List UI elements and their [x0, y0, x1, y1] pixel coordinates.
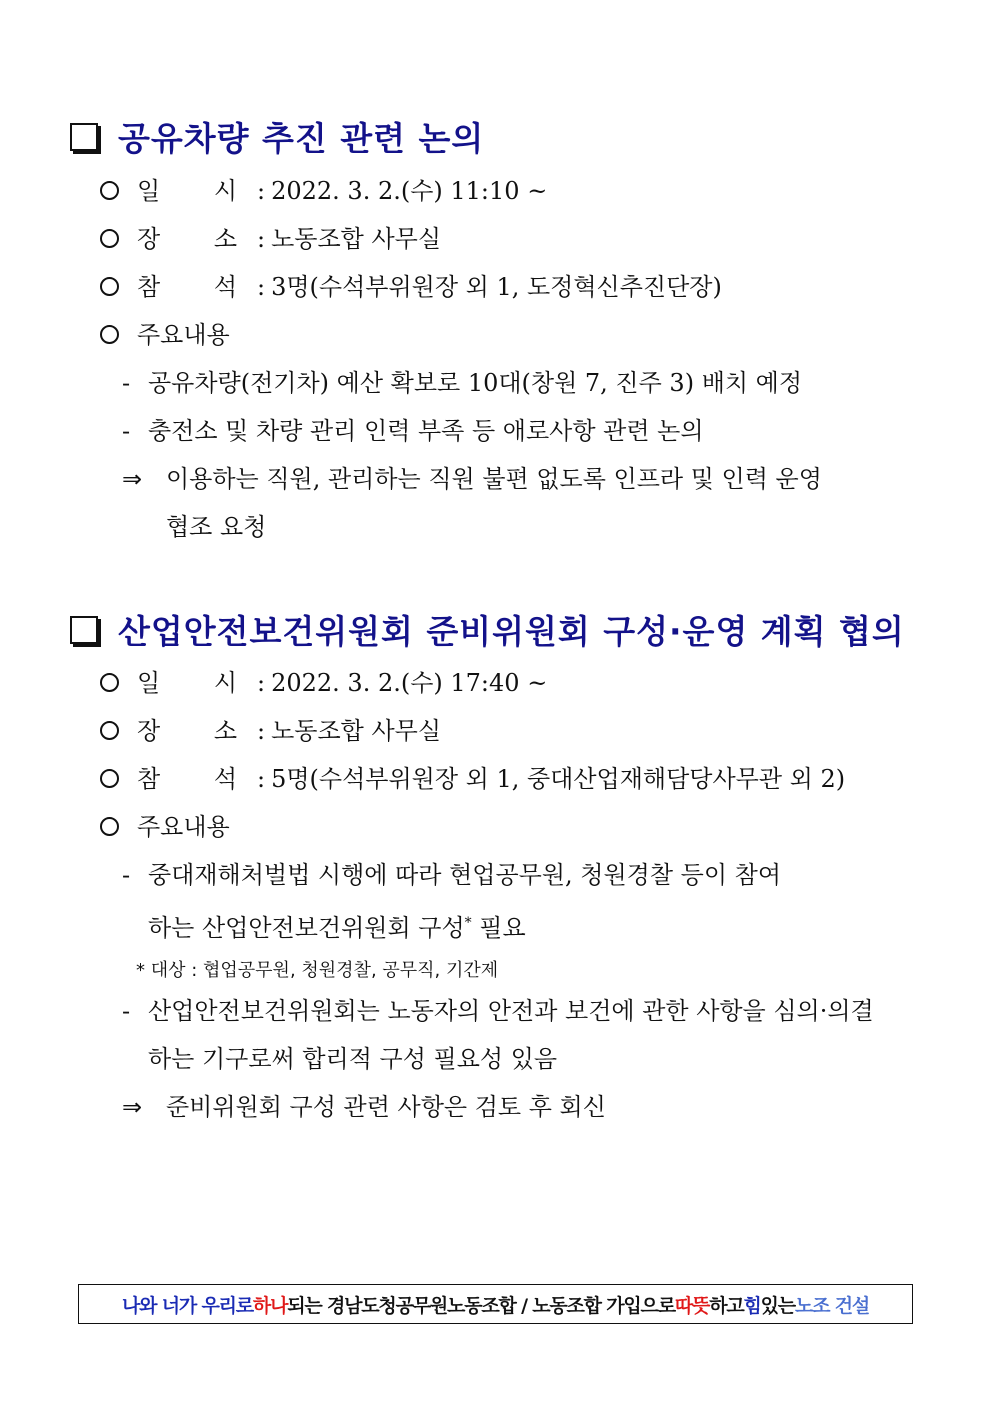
result-text: 준비위원회 구성 관련 사항은 검토 후 회신 — [166, 1093, 606, 1121]
section1-content-row — [100, 320, 230, 350]
section2-footnote: * 대상 : 협업공무원, 청원경찰, 공무직, 기간제 — [136, 960, 499, 981]
slogan-part: 있는 — [760, 1294, 795, 1317]
section2-result — [122, 1092, 606, 1122]
circle-bullet-icon — [100, 325, 119, 344]
checkbox-icon — [70, 123, 98, 151]
section1-title — [70, 113, 484, 160]
date-value: 2022. 3. 2.(수) 17:40 ~ — [271, 669, 548, 697]
section1-bullet2 — [122, 416, 704, 446]
section2-date-row — [100, 668, 547, 698]
content-label: 주요내용 — [137, 813, 230, 841]
content-label: 주요내용 — [137, 321, 230, 349]
footnote-mark: * — [464, 915, 472, 931]
slogan-part: 나와 너가 우리로 — [122, 1294, 253, 1317]
section1-place-row — [100, 224, 441, 254]
circle-bullet-icon — [100, 721, 119, 740]
dash: - — [122, 997, 131, 1025]
colon: : — [257, 717, 266, 745]
checkbox-icon — [70, 616, 98, 644]
result-text: 협조 요청 — [166, 513, 267, 541]
colon: : — [257, 225, 266, 253]
bullet-text: 필요 — [471, 914, 526, 942]
section1-attend-row — [100, 272, 722, 302]
circle-bullet-icon — [100, 181, 119, 200]
section1-date-row — [100, 176, 547, 206]
footer-slogan — [78, 1284, 913, 1324]
section1-bullet1 — [122, 368, 802, 398]
attend-label: 참 석 — [137, 765, 237, 793]
section2-bullet2-cont — [148, 1044, 557, 1074]
date-value: 2022. 3. 2.(수) 11:10 ~ — [271, 177, 548, 205]
date-label: 일 시 — [137, 177, 237, 205]
arrow-icon: ⇒ — [122, 1093, 143, 1121]
bullet-text: 하는 산업안전보건위원회 구성 — [148, 914, 465, 942]
place-value: 노동조합 사무실 — [271, 717, 442, 745]
result-text: 이용하는 직원, 관리하는 직원 불편 없도록 인프라 및 인력 운영 — [166, 465, 822, 493]
attend-value: 5명(수석부위원장 외 1, 중대산업재해담당사무관 외 2) — [271, 765, 846, 793]
circle-bullet-icon — [100, 277, 119, 296]
place-value: 노동조합 사무실 — [271, 225, 442, 253]
bullet-text: 하는 기구로써 합리적 구성 필요성 있음 — [148, 1045, 558, 1073]
dash: - — [122, 369, 131, 397]
section2-bullet1 — [122, 860, 781, 890]
colon: : — [257, 177, 266, 205]
attend-value: 3명(수석부위원장 외 1, 도정혁신추진단장) — [271, 273, 722, 301]
date-label: 일 시 — [137, 669, 237, 697]
colon: : — [257, 669, 266, 697]
place-label: 장 소 — [137, 717, 237, 745]
section1-result-cont — [166, 512, 266, 542]
colon: : — [257, 765, 266, 793]
section2-bullet2 — [122, 996, 874, 1026]
place-label: 장 소 — [137, 225, 237, 253]
circle-bullet-icon — [100, 229, 119, 248]
attend-label: 참 석 — [137, 273, 237, 301]
section2-attend-row — [100, 764, 845, 794]
dash: - — [122, 417, 131, 445]
slogan-part: 되는 경남도청공무원노동조합 / 노동조합 가입으로 — [287, 1294, 675, 1317]
bullet-text: 중대재해처벌법 시행에 따라 현업공무원, 청원경찰 등이 참여 — [148, 861, 782, 889]
slogan-part: 따뜻 — [674, 1294, 710, 1317]
section2-bullet1-cont — [148, 908, 526, 943]
section2-title-text: 산업안전보건위원회 준비위원회 구성·운영 계획 협의 — [118, 612, 905, 651]
section1-title-text: 공유차량 추진 관련 논의 — [118, 119, 485, 158]
bullet-text: 산업안전보건위원회는 노동자의 안전과 보건에 관한 사항을 심의·의결 — [148, 997, 874, 1025]
section2-content-row — [100, 812, 230, 842]
slogan-part: 하나 — [252, 1294, 288, 1317]
colon: : — [257, 273, 266, 301]
circle-bullet-icon — [100, 673, 119, 692]
dash: - — [122, 861, 131, 889]
slogan-part: 하고 — [709, 1294, 744, 1317]
circle-bullet-icon — [100, 769, 119, 788]
bullet-text: 공유차량(전기차) 예산 확보로 10대(창원 7, 진주 3) 배치 예정 — [148, 369, 803, 397]
arrow-icon: ⇒ — [122, 465, 143, 493]
circle-bullet-icon — [100, 817, 119, 836]
section1-result — [122, 464, 822, 494]
slogan-part: 노조 건설 — [794, 1294, 869, 1317]
section2-title — [70, 606, 905, 653]
bullet-text: 충전소 및 차량 관리 인력 부족 등 애로사항 관련 논의 — [148, 417, 704, 445]
slogan-part: 힘 — [743, 1294, 761, 1317]
section2-place-row — [100, 716, 441, 746]
